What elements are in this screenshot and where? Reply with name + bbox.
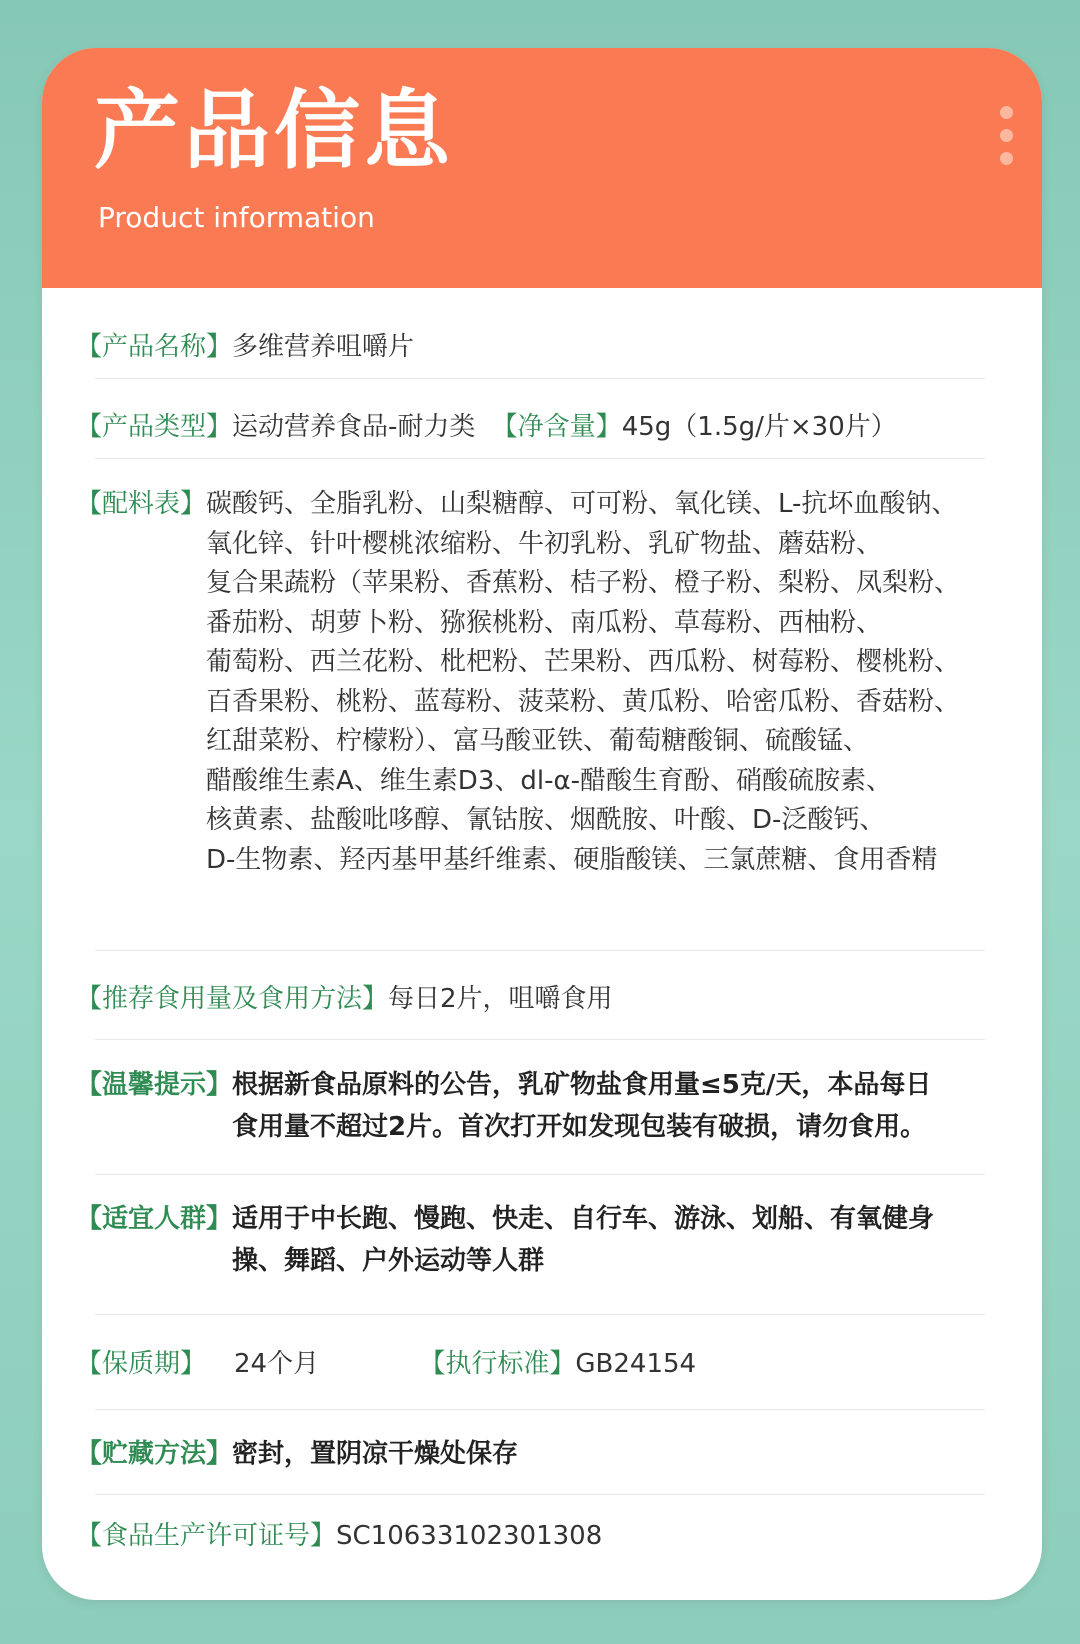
divider — [95, 1409, 985, 1410]
row-shelf-life — [76, 1343, 1016, 1380]
row-product-type — [76, 406, 1016, 443]
product-name-label: 【产品名称】 — [76, 332, 233, 362]
tips-label: 【温馨提示】 — [76, 1070, 233, 1100]
decorative-dots-icon — [1000, 106, 1014, 175]
row-storage — [76, 1433, 1016, 1470]
ingredients-line: 核黄素、盐酸吡哆醇、氰钴胺、烟酰胺、叶酸、D-泛酸钙、 — [206, 805, 886, 835]
row-tips — [76, 1064, 1016, 1148]
license-label: 【食品生产许可证号】 — [76, 1521, 337, 1551]
storage-value: 密封，置阴凉干燥处保存 — [232, 1439, 519, 1469]
product-type-value: 运动营养食品-耐力类 — [232, 412, 476, 442]
ingredients-line: 百香果粉、桃粉、蓝莓粉、菠菜粉、黄瓜粉、哈密瓜粉、香菇粉、 — [206, 686, 961, 717]
net-content-value: 45g（1.5g/片×30片） — [621, 412, 897, 442]
crowd-label: 【适宜人群】 — [76, 1204, 233, 1234]
shelf-life-value: 24个月 — [234, 1349, 320, 1379]
crowd-text — [232, 1198, 934, 1282]
divider — [95, 1494, 985, 1495]
row-crowd — [76, 1198, 1016, 1282]
dot-icon — [1000, 152, 1013, 165]
ingredients-list — [206, 485, 960, 880]
row-ingredients — [76, 485, 1016, 880]
standard-value: GB24154 — [575, 1349, 697, 1379]
divider — [95, 458, 985, 459]
dosage-label: 【推荐食用量及食用方法】 — [76, 984, 389, 1014]
tips-line: 食用量不超过2片。首次打开如发现包装有破损，请勿食用。 — [232, 1112, 927, 1142]
row-dosage — [76, 978, 1016, 1015]
ingredients-line: 葡萄粉、西兰花粉、枇杷粉、芒果粉、西瓜粉、树莓粉、樱桃粉、 — [206, 647, 961, 677]
product-type-label: 【产品类型】 — [76, 412, 233, 442]
standard-label: 【执行标准】 — [419, 1349, 576, 1379]
ingredients-line: 氧化锌、针叶樱桃浓缩粉、牛初乳粉、乳矿物盐、蘑菇粉、 — [206, 528, 883, 559]
ingredients-line: 红甜菜粉、柠檬粉）、富马酸亚铁、葡萄糖酸铜、硫酸锰、 — [206, 726, 870, 756]
divider — [95, 1314, 985, 1315]
divider — [95, 950, 985, 951]
page-title: 产品信息 — [94, 81, 454, 181]
dosage-value: 每日2片，咀嚼食用 — [388, 984, 613, 1014]
ingredients-line: 醋酸维生素A、维生素D3、dl-α-醋酸生育酚、硝酸硫胺素、 — [206, 765, 892, 796]
row-license — [76, 1515, 1016, 1552]
ingredients-line: 番茄粉、胡萝卜粉、猕猴桃粉、南瓜粉、草莓粉、西柚粉、 — [206, 607, 883, 638]
storage-label: 【贮藏方法】 — [76, 1439, 233, 1469]
dot-icon — [1000, 106, 1013, 119]
ingredients-line: 复合果蔬粉（苹果粉、香蕉粉、桔子粉、橙子粉、梨粉、凤梨粉、 — [206, 568, 961, 598]
ingredients-line: D-生物素、羟丙基甲基纤维素、硬脂酸镁、三氯蔗糖、食用香精 — [206, 844, 938, 875]
page-subtitle: Product information — [98, 201, 375, 234]
crowd-line: 操、舞蹈、户外运动等人群 — [232, 1246, 545, 1276]
license-value: SC10633102301308 — [336, 1521, 603, 1551]
ingredients-line: 碳酸钙、全脂乳粉、山梨糖醇、可可粉、氧化镁、L-抗坏血酸钠、 — [206, 489, 958, 519]
product-name-value: 多维营养咀嚼片 — [232, 332, 415, 362]
divider — [95, 1174, 985, 1175]
product-info-card — [42, 48, 1042, 1600]
row-product-name — [76, 326, 1016, 363]
divider — [95, 1039, 985, 1040]
tips-line: 根据新食品原料的公告，乳矿物盐食用量≤5克/天，本品每日 — [232, 1070, 932, 1100]
header-banner — [42, 48, 1042, 288]
net-content-label: 【净含量】 — [491, 412, 622, 442]
shelf-life-label: 【保质期】 — [76, 1349, 207, 1379]
crowd-line: 适用于中长跑、慢跑、快走、自行车、游泳、划船、有氧健身 — [232, 1204, 935, 1234]
divider — [95, 378, 985, 379]
dot-icon — [1000, 129, 1013, 142]
tips-text — [232, 1064, 931, 1148]
ingredients-label: 【配料表】 — [76, 489, 207, 519]
